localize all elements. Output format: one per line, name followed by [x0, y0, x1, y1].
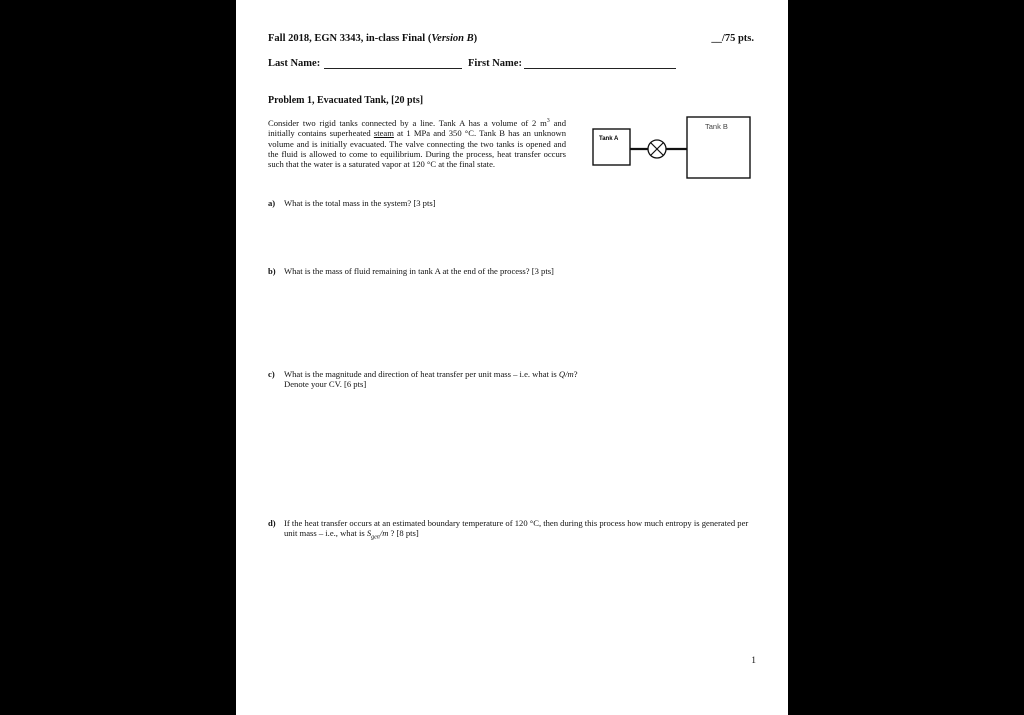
- question-b: b) What is the mass of fluid remaining in tank A at the end of the process? [3 pts]: [268, 266, 554, 276]
- question-a: a) What is the total mass in the system? [3 pts]: [268, 198, 436, 208]
- question-c: c) What is the magnitude and direction of heat transfer per unit mass – i.e. what is Q/m? Denote your CV. [6 pts]: [268, 369, 578, 390]
- last-name-label: Last Name:: [268, 58, 321, 69]
- tank-diagram: [591, 115, 756, 183]
- page-number: 1: [751, 656, 756, 666]
- tank-a-label: Tank A: [599, 136, 619, 142]
- total-points: __/75 pts.: [711, 33, 754, 44]
- problem-statement: Consider two rigid tanks connected by a line. Tank A has a volume of 2 $m^3$ and initially contains superheated steam at 1 MPa and 350 °C. Tank B has an unknown volume and is initially evacuated. The valve connecting the two tanks is opened and the fluid is allowed to come to equilibrium. During the process, heat transfer occurs such that the water is a saturated vapor at 120 °C at the final state.: [268, 117, 566, 170]
- first-name-label: First Name:: [468, 58, 522, 69]
- first-name-line: [524, 68, 676, 69]
- exam-page: [236, 0, 788, 715]
- tank-a-box: [593, 129, 630, 165]
- exam-title: Fall 2018, EGN 3343, in-class Final (Version B): [268, 33, 478, 44]
- tank-b-label: Tank B: [705, 122, 728, 131]
- problem-title: Problem 1, Evacuated Tank, [20 pts]: [268, 95, 424, 106]
- last-name-line: [324, 68, 462, 69]
- question-d: d) If the heat transfer occurs at an estimated boundary temperature of 120 °C, then during this process how much entropy is generated per unit mass – i.e., what is $S_{gen}/m$ ? [8 pts]: [268, 518, 749, 542]
